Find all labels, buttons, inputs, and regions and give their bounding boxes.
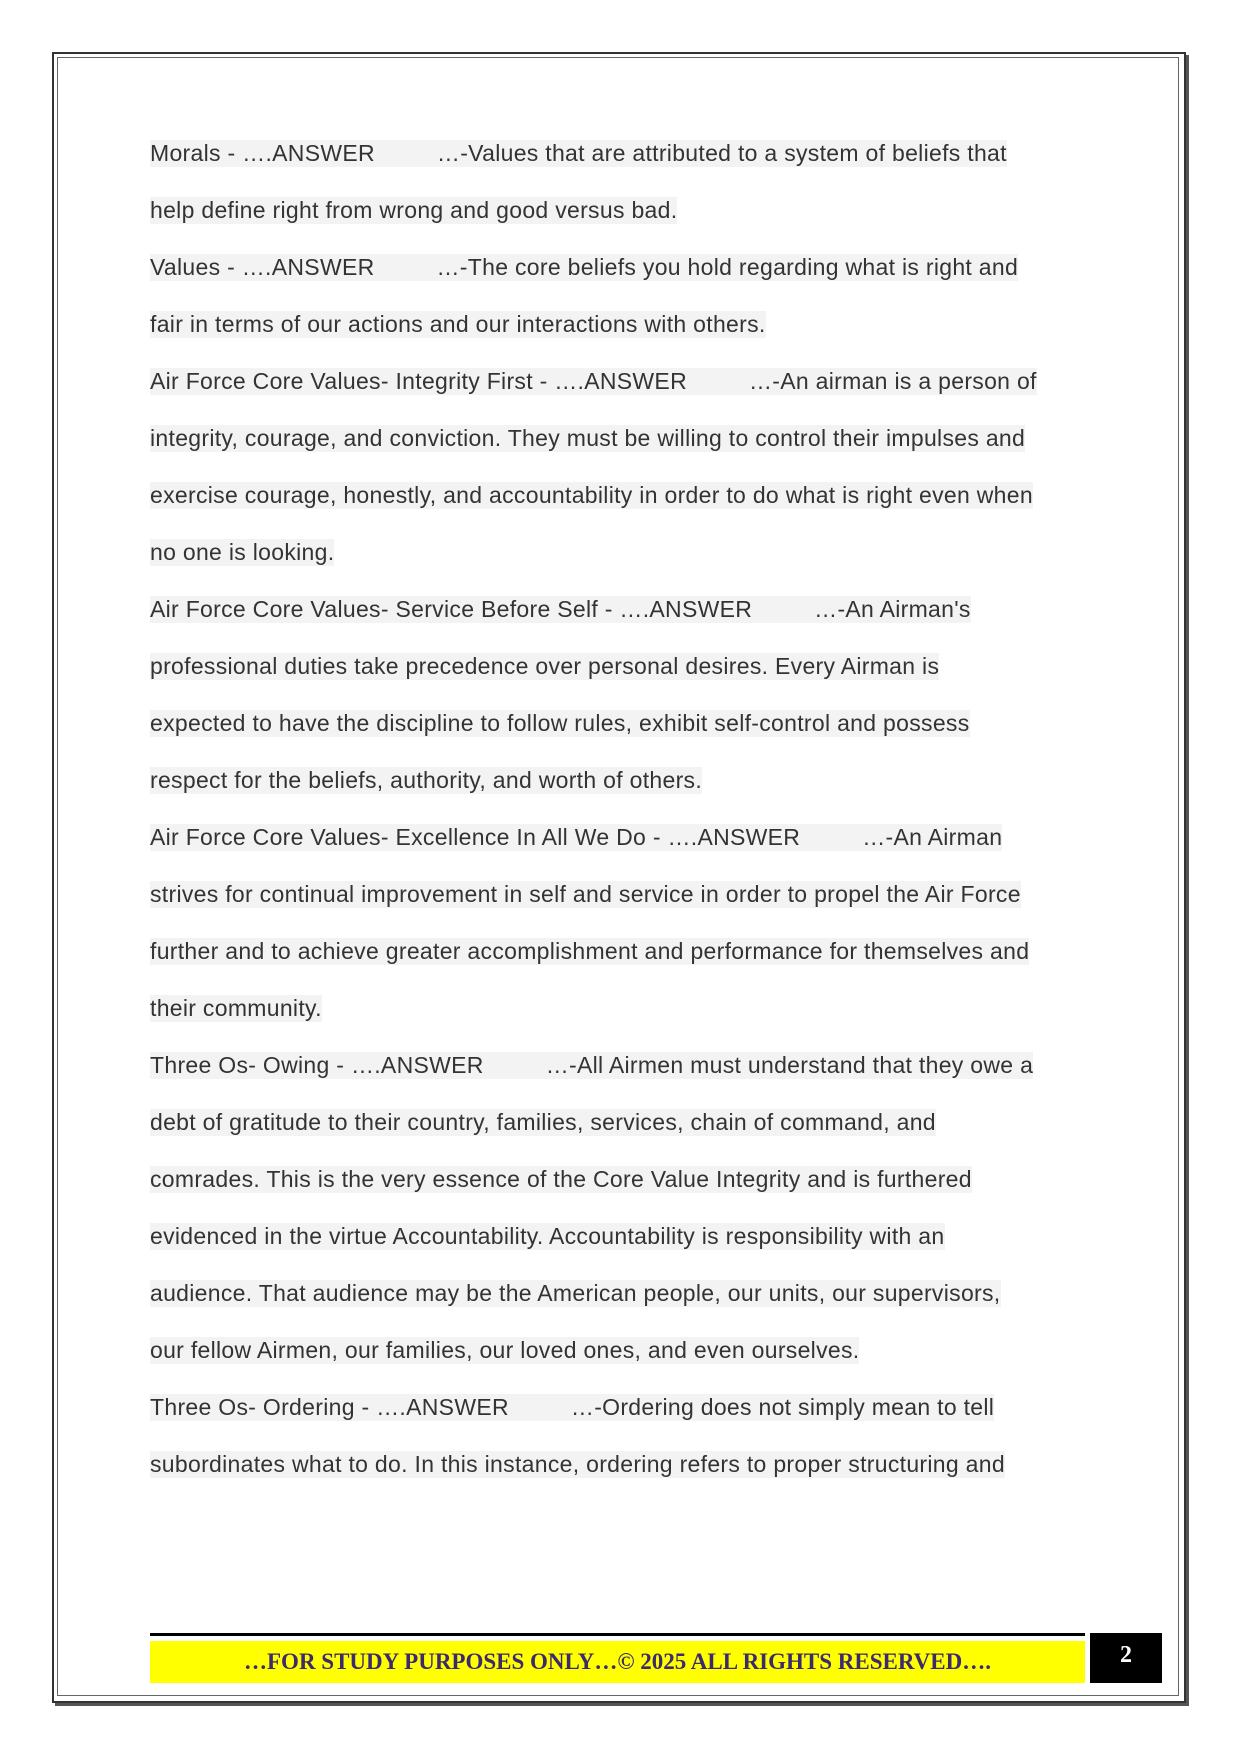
term-label: Air Force Core Values- Excellence In All We Do - ….ANSWER bbox=[150, 824, 801, 850]
answer-text: integrity, courage, and conviction. They must be willing to control their impulses and bbox=[150, 425, 1026, 451]
document-body bbox=[150, 140, 1090, 1508]
term-line bbox=[150, 254, 1018, 281]
flashcard-entry bbox=[150, 596, 1090, 794]
footer-rule bbox=[150, 1633, 1085, 1636]
answer-line bbox=[150, 482, 1033, 509]
answer-line bbox=[150, 938, 1029, 965]
answer-text: debt of gratitude to their country, families, services, chain of command, and bbox=[150, 1109, 936, 1135]
answer-text: …-All Airmen must understand that they owe a bbox=[545, 1052, 1034, 1078]
answer-text: no one is looking. bbox=[150, 539, 335, 565]
answer-line bbox=[150, 1109, 936, 1136]
term-line bbox=[150, 596, 971, 623]
answer-text: respect for the beliefs, authority, and worth of others. bbox=[150, 767, 703, 793]
term-line bbox=[150, 368, 1037, 395]
flashcard-entry bbox=[150, 1394, 1090, 1478]
answer-line bbox=[150, 425, 1025, 452]
answer-line bbox=[150, 653, 939, 680]
answer-line bbox=[150, 1223, 945, 1250]
answer-line bbox=[150, 710, 970, 737]
footer-notice: …FOR STUDY PURPOSES ONLY…© 2025 ALL RIGHTS RESERVED…. bbox=[150, 1641, 1085, 1683]
answer-line bbox=[150, 197, 677, 224]
answer-text: exercise courage, honestly, and accountability in order to do what is right even when bbox=[150, 482, 1033, 508]
answer-line bbox=[150, 311, 766, 338]
answer-text: …-An airman is a person of bbox=[748, 368, 1037, 394]
answer-text: fair in terms of our actions and our interactions with others. bbox=[150, 311, 766, 337]
answer-text: …-The core beliefs you hold regarding what is right and bbox=[436, 254, 1019, 280]
term-label: Air Force Core Values- Service Before Self - ….ANSWER bbox=[150, 596, 753, 622]
answer-line bbox=[150, 1451, 1005, 1478]
answer-text: …-An Airman bbox=[862, 824, 1003, 850]
flashcard-entry bbox=[150, 140, 1090, 224]
term-line bbox=[150, 140, 1007, 167]
term-label: Air Force Core Values- Integrity First - ….ANSWER bbox=[150, 368, 687, 394]
answer-line bbox=[150, 1337, 859, 1364]
answer-text: professional duties take precedence over personal desires. Every Airman is bbox=[150, 653, 940, 679]
answer-text: audience. That audience may be the American people, our units, our supervisors, bbox=[150, 1280, 1001, 1306]
term-label: Three Os- Ordering - ….ANSWER bbox=[150, 1394, 509, 1420]
answer-text: help define right from wrong and good versus bad. bbox=[150, 197, 678, 223]
answer-line bbox=[150, 1280, 1001, 1307]
answer-text: subordinates what to do. In this instance, ordering refers to proper structuring and bbox=[150, 1451, 1005, 1477]
answer-text: strives for continual improvement in self and service in order to propel the Air Force bbox=[150, 881, 1021, 907]
term-label: Values - ….ANSWER bbox=[150, 254, 375, 280]
page-number: 2 bbox=[1090, 1633, 1162, 1683]
term-line bbox=[150, 1394, 994, 1421]
answer-line bbox=[150, 767, 702, 794]
flashcard-entry bbox=[150, 1052, 1090, 1364]
flashcard-entry bbox=[150, 824, 1090, 1022]
answer-text: expected to have the discipline to follow rules, exhibit self-control and possess bbox=[150, 710, 970, 736]
flashcard-entry bbox=[150, 368, 1090, 566]
answer-line bbox=[150, 539, 334, 566]
term-line bbox=[150, 1052, 1033, 1079]
answer-text: …-Values that are attributed to a system of beliefs that bbox=[436, 140, 1007, 166]
answer-text: evidenced in the virtue Accountability. Accountability is responsibility with an bbox=[150, 1223, 945, 1249]
answer-text: …-Ordering does not simply mean to tell bbox=[570, 1394, 995, 1420]
term-label: Three Os- Owing - ….ANSWER bbox=[150, 1052, 484, 1078]
answer-line bbox=[150, 881, 1021, 908]
term-line bbox=[150, 824, 1002, 851]
answer-text: comrades. This is the very essence of the Core Value Integrity and is furthered bbox=[150, 1166, 972, 1192]
answer-text: their community. bbox=[150, 995, 322, 1021]
answer-line bbox=[150, 1166, 972, 1193]
flashcard-entry bbox=[150, 254, 1090, 338]
answer-line bbox=[150, 995, 322, 1022]
answer-text: our fellow Airmen, our families, our loved ones, and even ourselves. bbox=[150, 1337, 860, 1363]
answer-text: …-An Airman's bbox=[814, 596, 971, 622]
term-label: Morals - ….ANSWER bbox=[150, 140, 375, 166]
answer-text: further and to achieve greater accomplishment and performance for themselves and bbox=[150, 938, 1030, 964]
